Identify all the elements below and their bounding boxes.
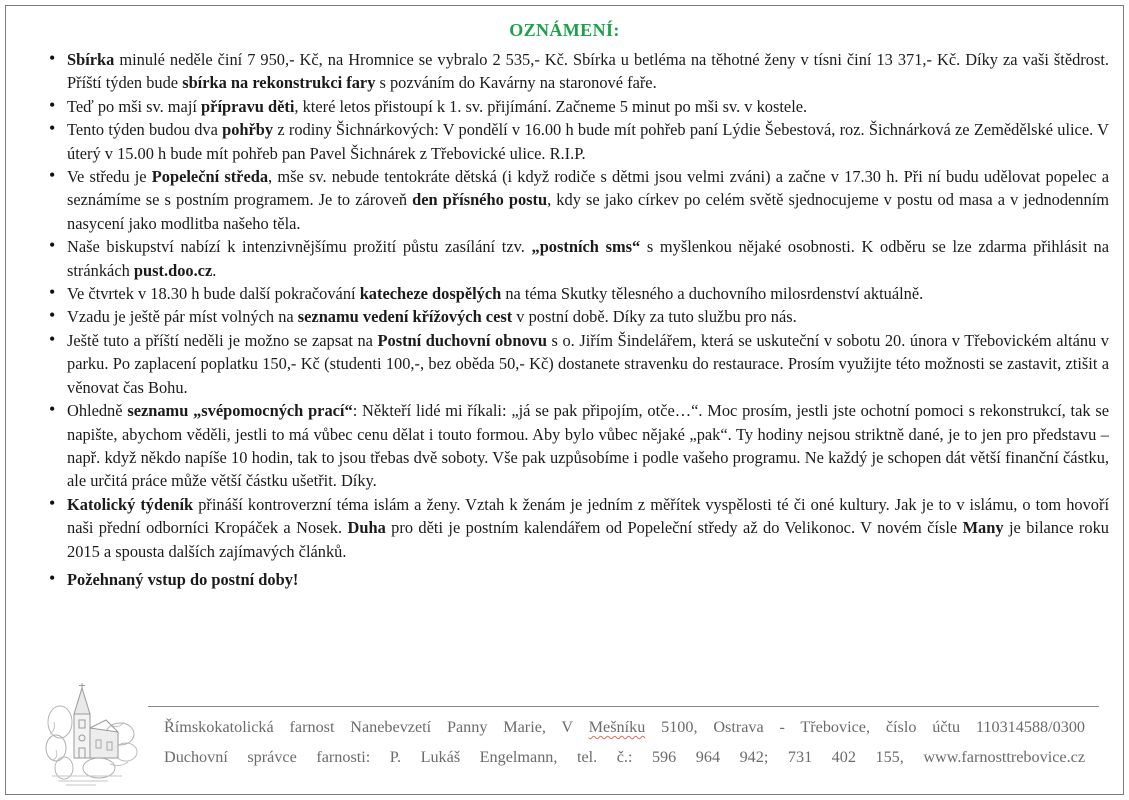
footer-line-2: Duchovní správce farnosti: P. Lukáš Engelmann, tel. č.: 596 964 942; 731 402 155, www.farnosttrebovice.cz <box>164 748 1085 766</box>
announcement-item <box>46 568 1109 591</box>
announcement-item <box>46 329 1109 399</box>
announcements-list <box>46 48 1109 591</box>
bold-text-segment: Popeleční středa <box>151 167 269 187</box>
announcement-item <box>46 118 1109 165</box>
bold-text-segment: Požehnaný vstup do postní doby! <box>67 569 299 589</box>
announcement-item <box>46 165 1109 235</box>
text-segment: : Někteří lidé mi říkali: „já se pak připojím, otče…“. Moc prosím, jestli jste ochotní pomoci s rekonstrukcí, tak se napište, abychom věděli, jestli to má vůbec cenu dělat i touto formou. Aby bylo vůbec nějaké „pak“. Ty hodiny nejsou striktně dané, je to jen pro představu – např. když někdo napíše 10 hodin, tak to jsou třebas dvě soboty. Vše pak uzpůsobíme i podle vašeho programu. Ne každý je schopen dát větší finanční částku, ale určitá práce může větší částku ušetřit. Díky. <box>67 401 1110 491</box>
text-segment: Tento týden budou dva <box>67 120 223 140</box>
text-segment: Ještě tuto a příští neděli je možno se zapsat na <box>67 330 378 350</box>
bold-text-segment: sbírka na rekonstrukci fary <box>182 73 376 93</box>
text-segment: Teď po mši sv. mají <box>67 96 202 116</box>
bold-text-segment: seznamu „svépomocných prací“ <box>127 401 353 421</box>
text-segment: je bilance roku 2015 a spousta dalších zajímavých článků. <box>67 518 1109 561</box>
announcement-item <box>46 95 1109 118</box>
text-segment: . <box>212 260 217 280</box>
text-segment: s myšlenkou nějaké osobnosti. K odběru se lze zdarma přihlásit na stránkách <box>67 237 1110 280</box>
text-segment: na téma Skutky tělesného a duchovního milosrdenství aktuálně. <box>501 284 924 304</box>
text-segment: 5100, Ostrava - Třebovice, číslo účtu 110314588/0300 <box>645 718 1086 736</box>
announcement-item <box>46 235 1109 282</box>
text-segment: pro děti je postním kalendářem od Popeleční středy až do Velikonoc. V novém čísle <box>385 518 963 538</box>
announcement-item <box>46 282 1109 305</box>
footer <box>44 674 1099 792</box>
bold-text-segment: Postní duchovní obnovu <box>377 330 547 350</box>
bold-text-segment: pust.doo.cz <box>133 260 213 280</box>
text-segment: , mše sv. nebude tentokráte dětská (i když rodiče s dětmi jsou velmi zváni) a začne v 17.30 h. Při ní budu udělovat popelec a seznámíme se s postním programem. Je to zároveň <box>67 167 1109 210</box>
text-segment: Římskokatolická farnost Nanebevzetí Panny Marie, V <box>164 718 589 736</box>
misspelled-word: Mešníku <box>588 718 646 736</box>
text-segment: s pozváním do Kavárny na staronové faře. <box>375 73 657 93</box>
announcement-item <box>46 493 1109 563</box>
document-page <box>5 5 1124 795</box>
bold-text-segment: Sbírka <box>67 50 115 69</box>
announcement-item <box>46 399 1109 493</box>
text-segment: s o. Jiřím Šindelářem, která se uskuteční v sobotu 20. února v Třebovickém altánu v parku. Po zaplacení poplatku 150,- Kč (studenti 100,-, bez oběda 50,- Kč) dostanete stravenku do restaurace. Prosím využijte této možnosti se zastavit, ztišit a věnovat čas Bohu. <box>67 330 1109 397</box>
church-sketch-icon <box>44 676 142 790</box>
announcement-item <box>46 305 1109 328</box>
footer-text-block <box>148 674 1099 772</box>
text-segment: v postní době. Díky za tuto službu pro nás. <box>512 307 797 327</box>
bold-text-segment: Katolický týdeník <box>67 494 194 514</box>
bold-text-segment: Duha <box>347 518 386 538</box>
bold-text-segment: pohřby <box>222 120 274 140</box>
footer-line-1 <box>148 712 1099 742</box>
footer-divider <box>148 706 1099 707</box>
text-segment: Ve čtvrtek v 18.30 h bude další pokračování <box>67 284 360 304</box>
announcement-item <box>46 48 1109 95</box>
text-segment: přináší kontroverzní téma islám a ženy. Vztah k ženám je jedním z měřítek vyspělosti té či oné kultury. Jak je to v islámu, o tom hovoří naši přední odborníci Kropáček a Nosek. <box>67 494 1109 538</box>
text-segment: Ohledně <box>67 401 128 421</box>
text-segment: , kdy se jako církev po celém světě sjednocujeme v postu od masa a v jednodenním nasycení jako modlitba našeho těla. <box>67 190 1109 233</box>
text-segment: z rodiny Šichnárkových: V pondělí v 16.00 h bude mít pohřeb paní Lýdie Šebestová, roz. Šichnárková ze Zemědělské ulice. V úterý v 15.00 h bude mít pohřeb pan Pavel Šichnárek z Třebovické ulice. R.I.P. <box>67 120 1109 163</box>
bold-text-segment: „postních sms“ <box>531 237 641 257</box>
bold-text-segment: Many <box>962 518 1004 538</box>
text-segment: Vzadu je ještě pár míst volných na <box>67 307 298 327</box>
text-segment: Ve středu je <box>67 167 152 187</box>
bold-text-segment: den přísného postu <box>412 190 548 210</box>
bold-text-segment: katecheze dospělých <box>359 284 502 304</box>
text-segment: Naše biskupství nabízí k intenzivnějšímu prožití půstu zasílání tzv. <box>67 237 532 257</box>
page-title: OZNÁMENÍ: <box>509 20 620 40</box>
text-segment: minulé neděle činí 7 950,- Kč, na Hromnice se vybralo 2 535,- Kč. Sbírka u betléma na těhotné ženy v tísni činí 13 371,- Kč. Díky za vaši štědrost. Příští týden bude <box>67 50 1109 93</box>
text-segment: , které letos přistoupí k 1. sv. přijímání. Začneme 5 minut po mši sv. v kostele. <box>294 96 808 116</box>
bold-text-segment: přípravu děti <box>201 96 295 116</box>
bold-text-segment: seznamu vedení křížových cest <box>297 307 513 327</box>
